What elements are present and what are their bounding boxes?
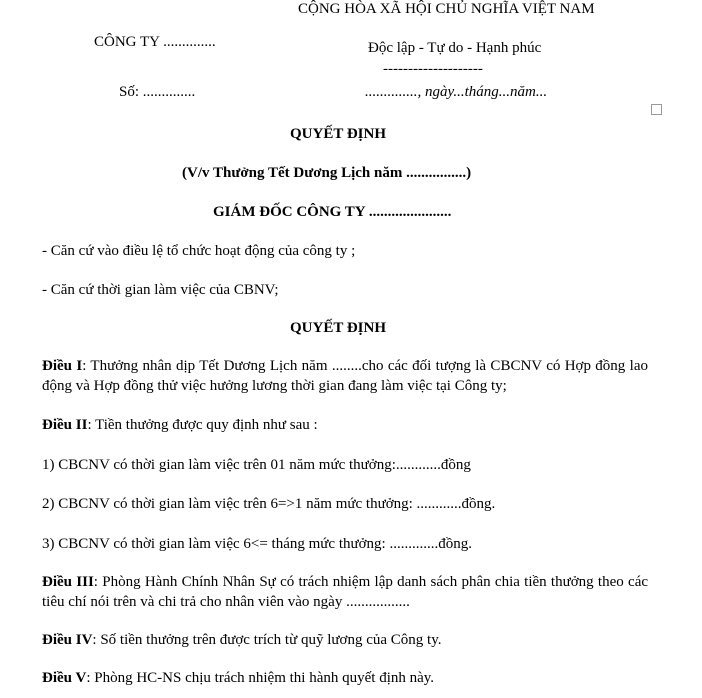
article-label: Điều I (42, 358, 83, 374)
motto-underline: -------------------- (383, 61, 483, 77)
motto: Độc lập - Tự do - Hạnh phúc (368, 40, 542, 56)
country-title: CỘNG HÒA XÃ HỘI CHỦ NGHĨA VIỆT NAM (298, 1, 595, 17)
bonus-level: 3) CBCNV có thời gian làm việc 6<= tháng mức thưởng: .............đồng. (42, 536, 472, 552)
basis-item: - Căn cứ vào điều lệ tổ chức hoạt động của công ty ; (42, 243, 356, 259)
article-5 (42, 668, 648, 688)
document-title: QUYẾT ĐỊNH (290, 126, 386, 142)
article-label: Điều V (42, 670, 87, 686)
article-text: : Phòng HC-NS chịu trách nhiệm thi hành quyết định này. (86, 670, 435, 686)
decision-heading: QUYẾT ĐỊNH (290, 320, 386, 336)
article-text: : Số tiền thưởng trên được trích từ quỹ lương của Công ty. (92, 632, 442, 648)
bonus-level: 2) CBCNV có thời gian làm việc trên 6=>1 năm mức thưởng: ............đồng. (42, 496, 496, 512)
article-1 (42, 356, 648, 396)
company-name: CÔNG TY .............. (94, 34, 216, 50)
article-label: Điều III (42, 574, 94, 590)
article-text: : Tiền thưởng được quy định như sau : (87, 417, 318, 433)
document-number: Số: .............. (119, 84, 196, 100)
article-text: : Phòng Hành Chính Nhân Sự có trách nhiệm lập danh sách phân chia tiền thưởng theo các tiêu chí nói trên và chi trả cho nhân viên vào ngày ................. (42, 574, 649, 610)
basis-item: - Căn cứ thời gian làm việc của CBNV; (42, 282, 279, 298)
article-3 (42, 572, 648, 612)
bonus-level: 1) CBCNV có thời gian làm việc trên 01 năm mức thưởng:............đồng (42, 457, 471, 473)
document-subject: (V/v Thưởng Tết Dương Lịch năm ................) (182, 165, 472, 181)
checkbox[interactable] (651, 104, 662, 115)
article-2 (42, 415, 648, 435)
article-4 (42, 630, 648, 650)
article-label: Điều II (42, 417, 88, 433)
article-text: : Thưởng nhân dịp Tết Dương Lịch năm ........cho các đối tượng là CBCNV có Hợp đồng lao động và Hợp đồng thử việc hưởng lương thời gian đang làm việc tại Công ty; (42, 358, 648, 394)
article-label: Điều IV (42, 632, 93, 648)
director-heading: GIÁM ĐỐC CÔNG TY ...................... (213, 204, 452, 220)
place-date: .............., ngày...tháng...năm... (365, 84, 548, 100)
